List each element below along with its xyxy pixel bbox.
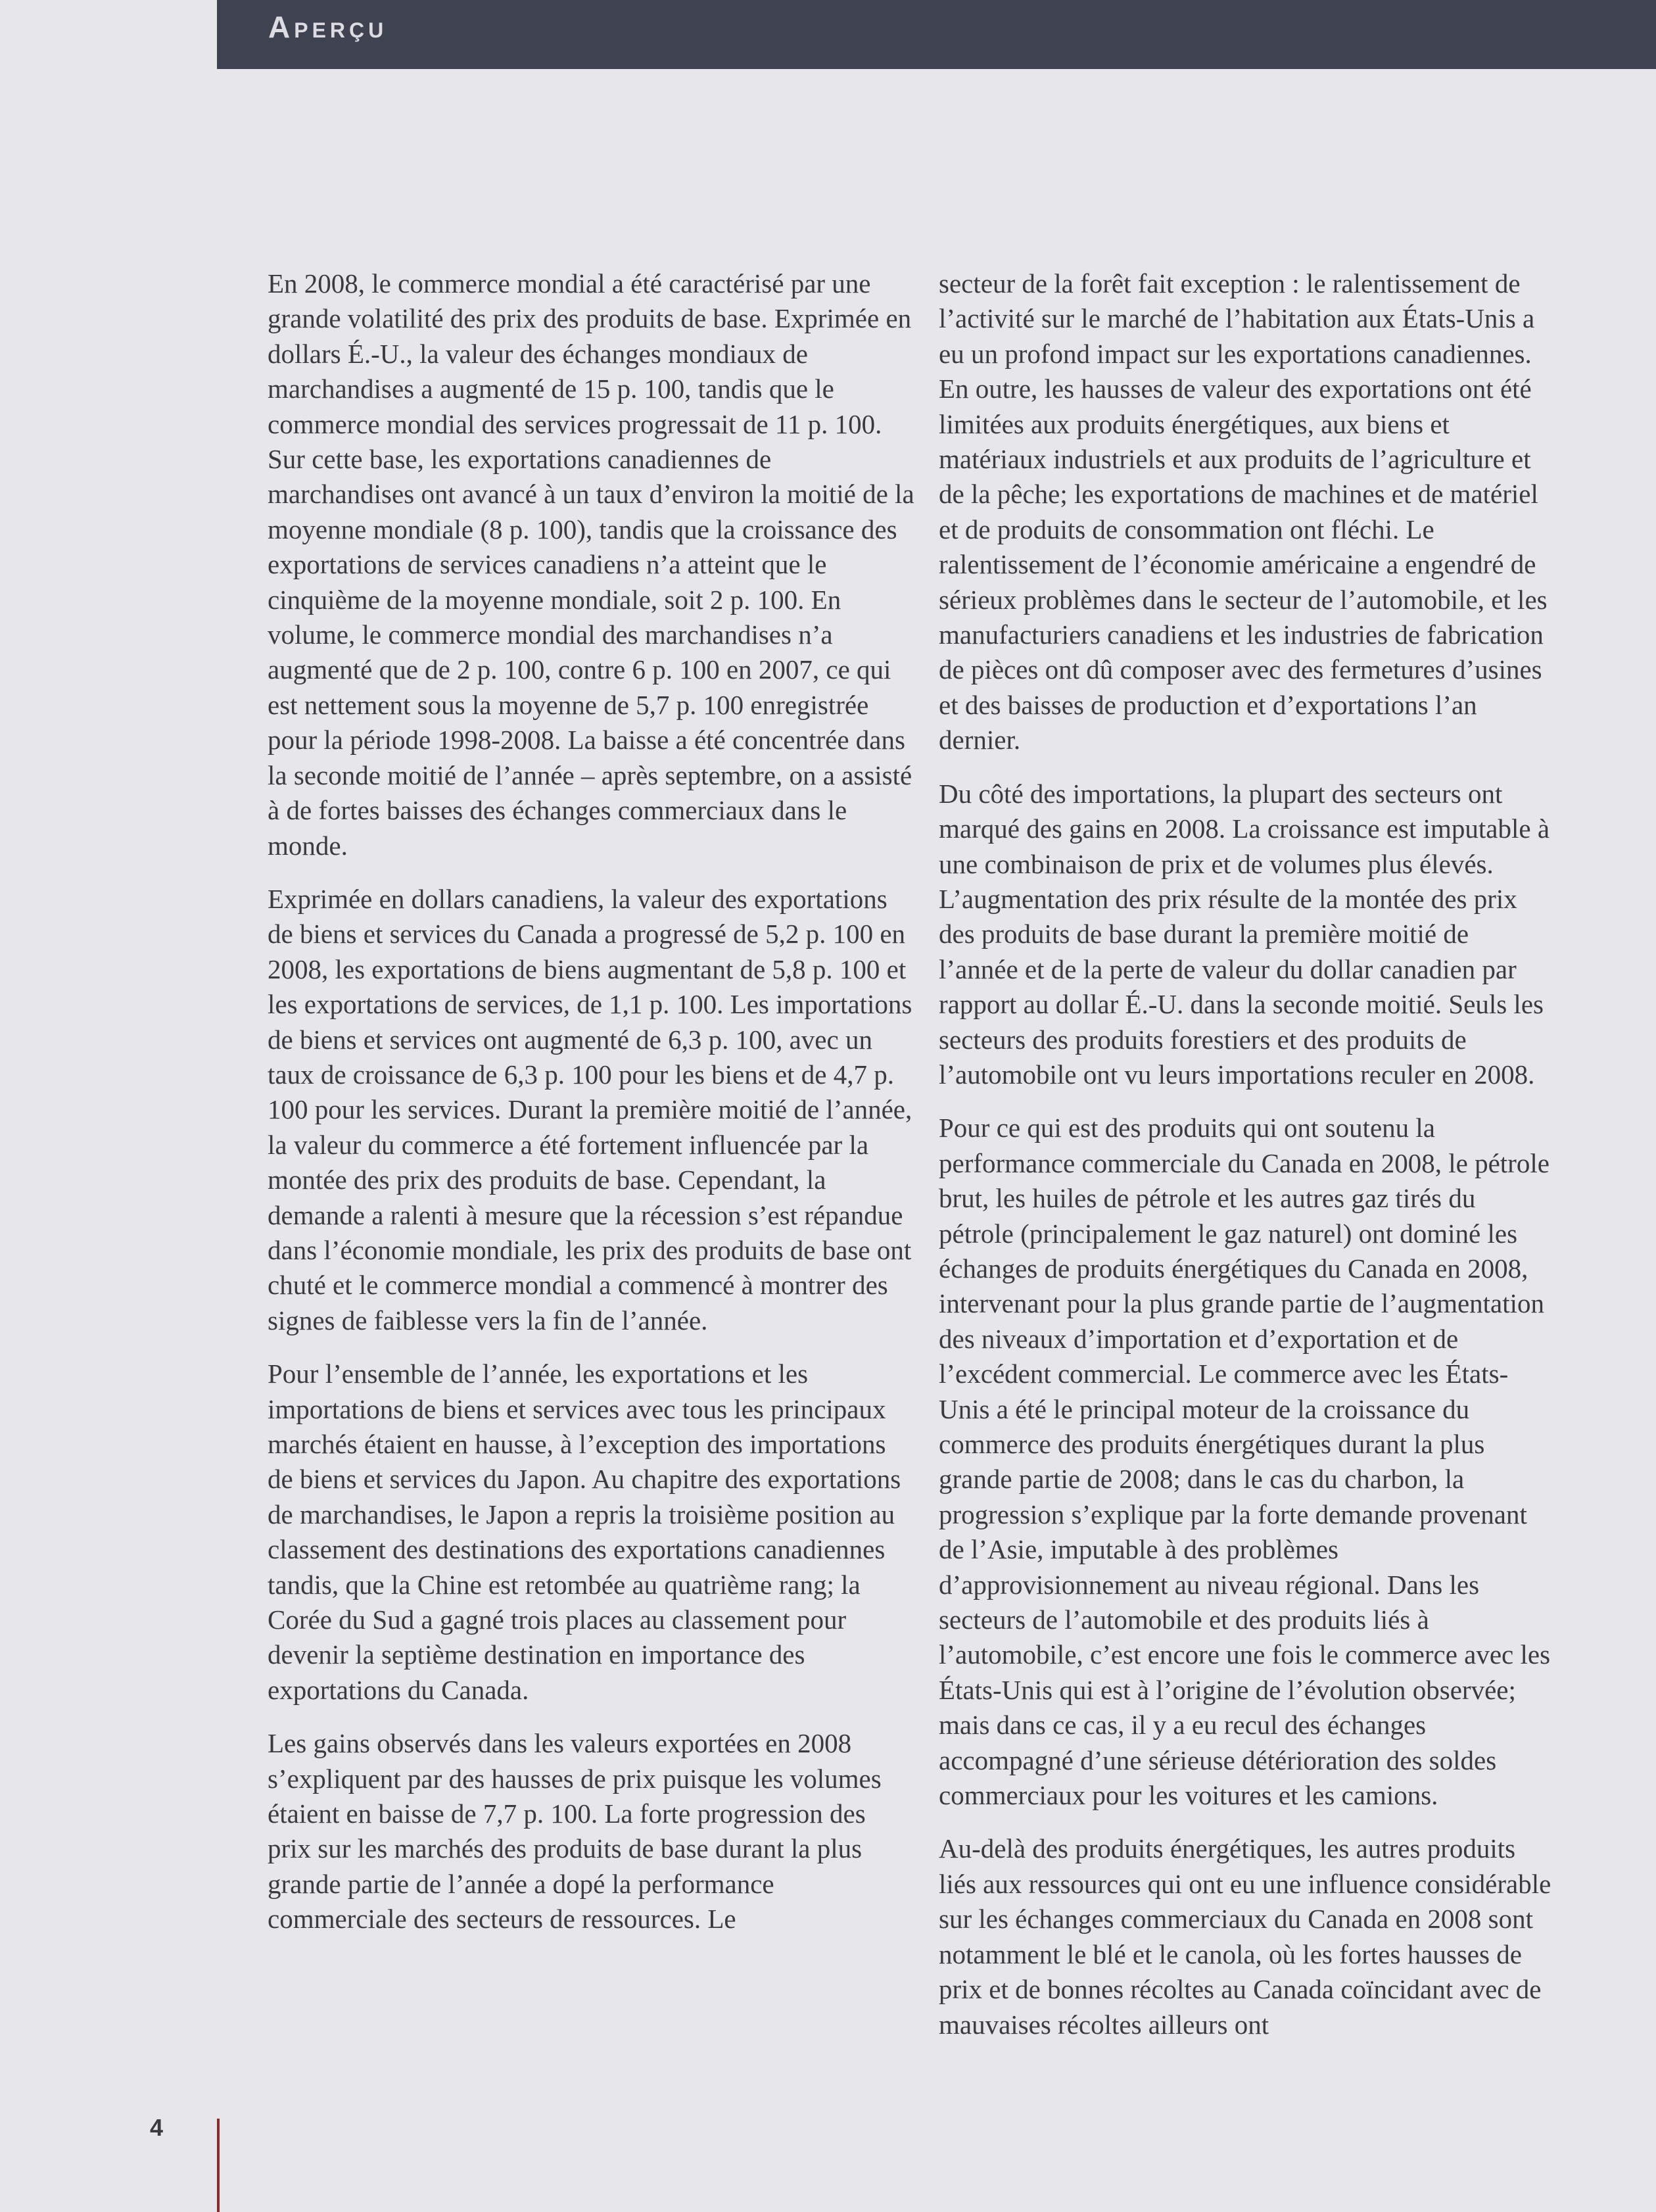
paragraph: secteur de la forêt fait exception : le ralentissement de l’activité sur le marché de l’habitation aux États-Unis a eu un profond impact sur les exportations canadiennes. En outre, les hausses de valeur des exportations ont été limitées aux produits énergétiques, aux biens et matériaux industriels et aux produits de l’agriculture et de la pêche; les exportations de machines et de matériel et de produits de consommation ont fléchi. Le ralentissement de l’économie américaine a engendré de sérieux problèmes dans le secteur de l’automobile, et les manufacturiers canadiens et les industries de fabrication de pièces ont dû composer avec des fermetures d’usines et des baisses de production et d’exportations l’an dernier. — [939, 268, 1548, 756]
paragraph: En 2008, le commerce mondial a été caractérisé par une grande volatilité des prix des produits de base. Exprimée en dollars É.-U., la valeur des échanges mondiaux de marchandises a augmenté de 15 p. 100, tandis que le commerce mondial des services progressait de 11 p. 100. Sur cette base, les exportations canadiennes de marchandises ont avancé à un taux d’environ la moitié de la moyenne mondiale (8 p. 100), tandis que la croissance des exportations de services canadiens n’a atteint que le cinquième de la moyenne mondiale, soit 2 p. 100. En volume, le commerce mondial des marchandises n’a augmenté que de 2 p. 100, contre 6 p. 100 en 2007, ce qui est nettement sous la moyenne de 5,7 p. 100 enregistrée pour la période 1998-2008. La baisse a été concentrée dans la seconde moitié de l’année – après septembre, on a assisté à de fortes baisses des échanges commerciaux dans le monde. — [268, 268, 914, 861]
paragraph: Pour ce qui est des produits qui ont soutenu la performance commerciale du Canada en 2008, le pétrole brut, les huiles de pétrole et les autres gaz tirés du pétrole (principalement le gaz naturel) ont dominé les échanges de produits énergétiques du Canada en 2008, intervenant pour la plus grande partie de l’augmentation des niveaux d’importation et d’exportation et de l’excédent commercial. Le commerce avec les États-Unis a été le principal moteur de la croissance du commerce des produits énergétiques durant la plus grande partie de 2008; dans le cas du charbon, la progression s’explique par la forte demande provenant de l’Asie, imputable à des problèmes d’approvisionnement au niveau régional. Dans les secteurs de l’automobile et des produits liés à l’automobile, c’est encore une fois le commerce avec les États-Unis qui est à l’origine de l’évolution observée; mais dans ce cas, il y a eu recul des échanges accompagné d’une sérieuse détérioration des soldes commerciaux pour les voitures et les camions. — [939, 1113, 1551, 1811]
section-header-bar — [217, 0, 1656, 69]
paragraph: Au-delà des produits énergétiques, les autres produits liés aux ressources qui ont eu une influence considérable sur les échanges commerciaux du Canada en 2008 sont notamment le blé et le canola, où les fortes hausses de prix et de bonnes récoltes au Canada coïncidant avec de mauvaises récoltes ailleurs ont — [939, 1833, 1551, 2040]
right-text-column — [939, 266, 1553, 2061]
paragraph: Du côté des importations, la plupart des secteurs ont marqué des gains en 2008. La croissance est imputable à une combinaison de prix et de volumes plus élevés. L’augmentation des prix résulte de la montée des prix des produits de base durant la première moitié de l’année et de la perte de valeur du dollar canadien par rapport au dollar É.-U. dans la seconde moitié. Seuls les secteurs des produits forestiers et des produits de l’automobile ont vu leurs importations reculer en 2008. — [939, 778, 1550, 1090]
page-number: 4 — [150, 2114, 164, 2141]
margin-rule — [217, 2119, 220, 2212]
paragraph: Exprimée en dollars canadiens, la valeur des exportations de biens et services du Canada a progressé de 5,2 p. 100 en 2008, les exportations de biens augmentant de 5,8 p. 100 et les exportations de services, de 1,1 p. 100. Les importations de biens et services ont augmenté de 6,3 p. 100, avec un taux de croissance de 6,3 p. 100 pour les biens et de 4,7 p. 100 pour les services. Durant la première moitié de l’année, la valeur du commerce a été fortement influencée par la montée des prix des produits de base. Cependant, la demande a ralenti à mesure que la récession s’est répandue dans l’économie mondiale, les prix des produits de base ont chuté et le commerce mondial a commencé à montrer des signes de faiblesse vers la fin de l’année. — [268, 883, 912, 1335]
section-title: Aperçu — [268, 10, 388, 44]
left-text-column — [268, 266, 915, 1956]
paragraph: Les gains observés dans les valeurs exportées en 2008 s’expliquent par des hausses de prix puisque les volumes étaient en baisse de 7,7 p. 100. La forte progression des prix sur les marchés des produits de base durant la plus grande partie de l’année a dopé la performance commerciale des secteurs de ressources. Le — [268, 1728, 882, 1935]
paragraph: Pour l’ensemble de l’année, les exportations et les importations de biens et services avec tous les principaux marchés étaient en hausse, à l’exception des importations de biens et services du Japon. Au chapitre des exportations de marchandises, le Japon a repris la troisième position au classement des destinations des exportations canadiennes tandis, que la Chine est retombée au quatrième rang; la Corée du Sud a gagné trois places au classement pour devenir la septième destination en importance des exportations du Canada. — [268, 1358, 901, 1705]
